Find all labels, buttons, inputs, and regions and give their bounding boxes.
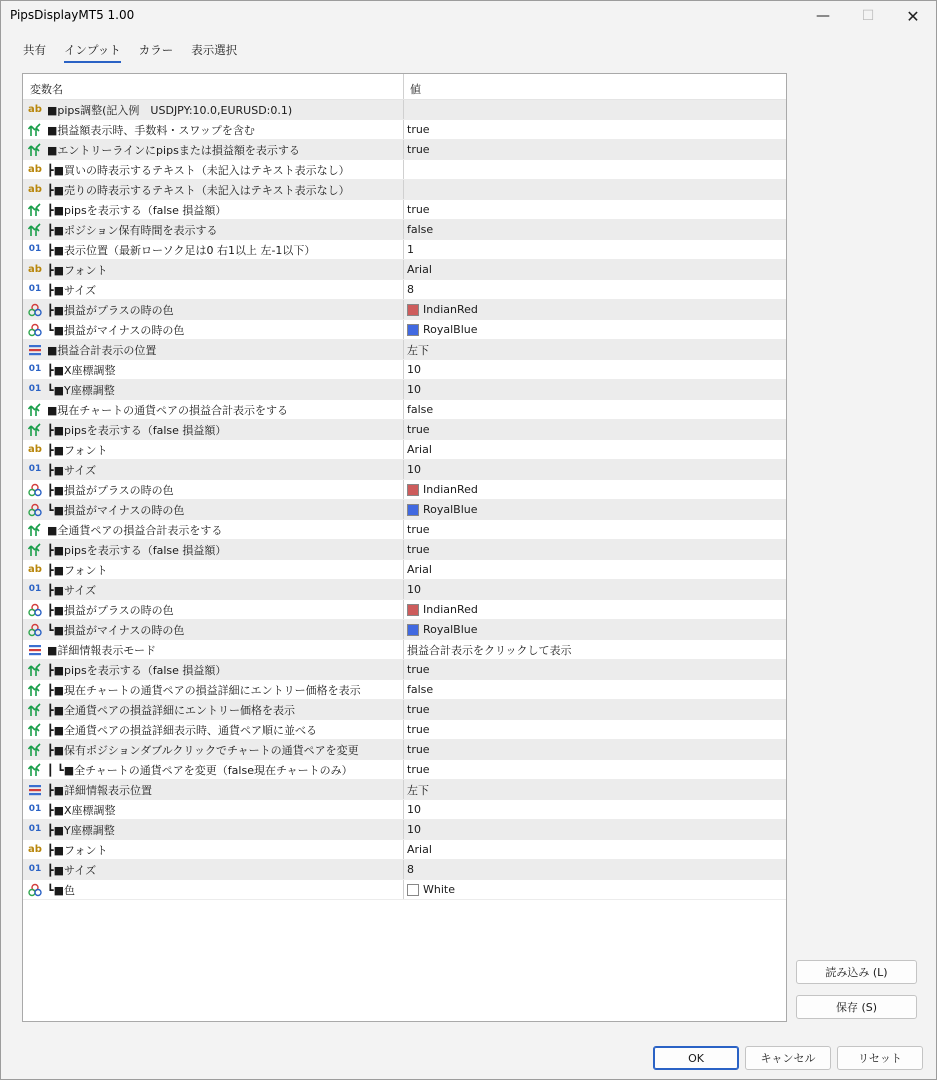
- value-cell[interactable]: [404, 780, 786, 799]
- string-type-icon: ab: [28, 843, 42, 855]
- color-type-icon: [27, 883, 43, 897]
- variable-name: ┣■サイズ: [47, 283, 97, 297]
- value-text: 8: [407, 863, 414, 876]
- variable-cell: [23, 220, 404, 239]
- variable-cell: [23, 320, 404, 339]
- value-cell[interactable]: [404, 600, 786, 619]
- variable-cell: [23, 300, 404, 319]
- value-text: 10: [407, 383, 421, 396]
- value-cell[interactable]: [404, 800, 786, 819]
- value-text: 1: [407, 243, 414, 256]
- variable-cell: [23, 860, 404, 879]
- inputs-grid: [22, 73, 787, 1022]
- number-type-icon: 01: [28, 284, 42, 294]
- table-row[interactable]: [23, 300, 786, 320]
- table-row[interactable]: [23, 160, 786, 180]
- value-cell[interactable]: [404, 540, 786, 559]
- value-cell[interactable]: [404, 860, 786, 879]
- variable-cell: [23, 240, 404, 259]
- variable-name: ┃ ┗■全チャートの通貨ペアを変更（false現在チャートのみ）: [47, 763, 353, 777]
- boolean-type-icon: [27, 123, 43, 137]
- variable-name: ■損益額表示時、手数料・スワップを含む: [47, 123, 255, 137]
- variable-cell: [23, 720, 404, 739]
- color-swatch: [407, 484, 419, 496]
- variable-cell: [23, 520, 404, 539]
- value-cell[interactable]: [404, 580, 786, 599]
- number-type-icon: 01: [28, 384, 42, 394]
- table-row[interactable]: [23, 220, 786, 240]
- table-row[interactable]: [23, 580, 786, 600]
- value-text: true: [407, 523, 430, 536]
- window-title: PipsDisplayMT5 1.00: [10, 8, 135, 22]
- table-row[interactable]: [23, 780, 786, 800]
- table-row[interactable]: [23, 540, 786, 560]
- value-cell[interactable]: [404, 700, 786, 719]
- table-row[interactable]: [23, 700, 786, 720]
- value-text: RoyalBlue: [423, 503, 478, 516]
- variable-cell: [23, 100, 404, 119]
- value-cell[interactable]: [404, 420, 786, 439]
- boolean-type-icon: [27, 423, 43, 437]
- variable-name: ┣■ポジション保有時間を表示する: [47, 223, 218, 237]
- variable-cell: [23, 740, 404, 759]
- table-row[interactable]: [23, 740, 786, 760]
- boolean-type-icon: [27, 223, 43, 237]
- number-type-icon: 01: [28, 464, 42, 474]
- enum-type-icon: [27, 783, 43, 797]
- variable-name: ■pips調整(記入例 USDJPY:10.0,EURUSD:0.1): [47, 103, 293, 117]
- variable-cell: [23, 380, 404, 399]
- table-row[interactable]: [23, 180, 786, 200]
- value-text: 左下: [407, 783, 429, 797]
- value-text: 損益合計表示をクリックして表示: [407, 643, 572, 657]
- value-text: White: [423, 883, 455, 896]
- variable-name: ┣■損益がプラスの時の色: [47, 303, 174, 317]
- value-cell[interactable]: [404, 520, 786, 539]
- number-type-icon: 01: [28, 584, 42, 594]
- close-button[interactable]: ✕: [906, 6, 920, 26]
- string-type-icon: ab: [28, 183, 42, 195]
- value-cell[interactable]: [404, 320, 786, 339]
- value-cell[interactable]: [404, 620, 786, 639]
- table-row[interactable]: [23, 460, 786, 480]
- variable-cell: [23, 420, 404, 439]
- value-text: 10: [407, 823, 421, 836]
- table-row[interactable]: [23, 840, 786, 860]
- variable-name: ┣■Y座標調整: [47, 823, 115, 837]
- value-cell[interactable]: [404, 720, 786, 739]
- variable-name: ■詳細情報表示モード: [47, 643, 156, 657]
- table-row[interactable]: [23, 440, 786, 460]
- table-row[interactable]: [23, 520, 786, 540]
- variable-cell: [23, 880, 404, 899]
- tab-2[interactable]: カラー: [138, 43, 174, 57]
- table-row[interactable]: [23, 240, 786, 260]
- variable-cell: [23, 680, 404, 699]
- variable-name: ┣■損益がプラスの時の色: [47, 603, 174, 617]
- color-swatch: [407, 624, 419, 636]
- string-type-icon: ab: [28, 103, 42, 115]
- string-type-icon: ab: [28, 443, 42, 455]
- value-cell[interactable]: [404, 440, 786, 459]
- boolean-type-icon: [27, 203, 43, 217]
- variable-name: ┣■全通貨ペアの損益詳細表示時、通貨ペア順に並べる: [47, 723, 318, 737]
- table-row[interactable]: [23, 400, 786, 420]
- value-cell[interactable]: [404, 200, 786, 219]
- variable-name: ┣■サイズ: [47, 583, 97, 597]
- value-text: true: [407, 123, 430, 136]
- minimize-button[interactable]: —: [816, 8, 830, 24]
- string-type-icon: ab: [28, 163, 42, 175]
- variable-name: ┣■フォント: [47, 843, 108, 857]
- variable-name: ┣■サイズ: [47, 463, 97, 477]
- value-text: 左下: [407, 343, 429, 357]
- enum-type-icon: [27, 343, 43, 357]
- value-cell[interactable]: [404, 480, 786, 499]
- number-type-icon: 01: [28, 824, 42, 834]
- table-row[interactable]: [23, 820, 786, 840]
- column-header-value[interactable]: 値: [410, 83, 421, 96]
- table-row[interactable]: [23, 760, 786, 780]
- value-cell[interactable]: [404, 220, 786, 239]
- number-type-icon: 01: [28, 244, 42, 254]
- table-row[interactable]: [23, 800, 786, 820]
- color-swatch: [407, 504, 419, 516]
- tab-0[interactable]: 共有: [23, 43, 46, 57]
- variable-cell: [23, 360, 404, 379]
- value-cell[interactable]: [404, 660, 786, 679]
- table-row[interactable]: [23, 140, 786, 160]
- value-cell[interactable]: [404, 760, 786, 779]
- value-text: true: [407, 723, 430, 736]
- value-text: true: [407, 203, 430, 216]
- reset-button[interactable]: リセット: [837, 1046, 923, 1070]
- variable-name: ┗■損益がマイナスの時の色: [47, 323, 185, 337]
- value-text: Arial: [407, 563, 432, 576]
- value-text: true: [407, 763, 430, 776]
- variable-name: ┣■pipsを表示する（false 損益額）: [47, 423, 227, 437]
- color-type-icon: [27, 603, 43, 617]
- variable-cell: [23, 140, 404, 159]
- variable-name: ┣■フォント: [47, 563, 108, 577]
- variable-cell: [23, 780, 404, 799]
- value-text: true: [407, 423, 430, 436]
- value-cell[interactable]: [404, 300, 786, 319]
- boolean-type-icon: [27, 523, 43, 537]
- variable-name: ┗■Y座標調整: [47, 383, 115, 397]
- number-type-icon: 01: [28, 864, 42, 874]
- value-cell[interactable]: [404, 460, 786, 479]
- variable-name: ┣■フォント: [47, 263, 108, 277]
- table-row[interactable]: [23, 120, 786, 140]
- value-text: RoyalBlue: [423, 623, 478, 636]
- ok-button[interactable]: OK: [653, 1046, 739, 1070]
- variable-cell: [23, 180, 404, 199]
- value-text: IndianRed: [423, 303, 478, 316]
- value-text: Arial: [407, 843, 432, 856]
- boolean-type-icon: [27, 403, 43, 417]
- value-cell[interactable]: [404, 880, 786, 899]
- table-row[interactable]: [23, 500, 786, 520]
- variable-name: ┣■買いの時表示するテキスト（未記入はテキスト表示なし）: [47, 163, 350, 177]
- variable-name: ┣■現在チャートの通貨ペアの損益詳細にエントリー価格を表示: [47, 683, 361, 697]
- number-type-icon: 01: [28, 804, 42, 814]
- value-cell[interactable]: [404, 280, 786, 299]
- boolean-type-icon: [27, 743, 43, 757]
- table-row[interactable]: [23, 360, 786, 380]
- value-text: RoyalBlue: [423, 323, 478, 336]
- color-type-icon: [27, 483, 43, 497]
- variable-name: ■エントリーラインにpipsまたは損益額を表示する: [47, 143, 300, 157]
- value-cell[interactable]: [404, 560, 786, 579]
- boolean-type-icon: [27, 543, 43, 557]
- tab-bar: [15, 39, 247, 63]
- variable-name: ┣■損益がプラスの時の色: [47, 483, 174, 497]
- value-cell[interactable]: [404, 180, 786, 199]
- table-row[interactable]: [23, 200, 786, 220]
- value-text: IndianRed: [423, 483, 478, 496]
- boolean-type-icon: [27, 723, 43, 737]
- cancel-button[interactable]: キャンセル: [745, 1046, 831, 1070]
- variable-name: ■現在チャートの通貨ペアの損益合計表示をする: [47, 403, 289, 417]
- value-cell[interactable]: [404, 360, 786, 379]
- color-type-icon: [27, 303, 43, 317]
- variable-name: ┣■pipsを表示する（false 損益額）: [47, 663, 227, 677]
- color-swatch: [407, 324, 419, 336]
- value-text: true: [407, 543, 430, 556]
- value-cell[interactable]: [404, 260, 786, 279]
- variable-cell: [23, 620, 404, 639]
- value-cell[interactable]: [404, 840, 786, 859]
- variable-name: ┣■フォント: [47, 443, 108, 457]
- maximize-button[interactable]: ☐: [861, 8, 875, 24]
- variable-cell: [23, 760, 404, 779]
- value-cell[interactable]: [404, 140, 786, 159]
- variable-cell: [23, 820, 404, 839]
- table-row[interactable]: [23, 620, 786, 640]
- variable-cell: [23, 660, 404, 679]
- value-cell[interactable]: [404, 500, 786, 519]
- variable-cell: [23, 340, 404, 359]
- value-text: 10: [407, 363, 421, 376]
- variable-cell: [23, 120, 404, 139]
- variable-name: ┗■損益がマイナスの時の色: [47, 503, 185, 517]
- variable-cell: [23, 580, 404, 599]
- value-cell[interactable]: [404, 680, 786, 699]
- color-type-icon: [27, 623, 43, 637]
- value-text: false: [407, 683, 434, 696]
- number-type-icon: 01: [28, 364, 42, 374]
- value-cell[interactable]: [404, 240, 786, 259]
- value-text: Arial: [407, 263, 432, 276]
- table-row[interactable]: [23, 860, 786, 880]
- color-swatch: [407, 304, 419, 316]
- value-cell[interactable]: [404, 100, 786, 119]
- variable-name: ┣■X座標調整: [47, 803, 116, 817]
- boolean-type-icon: [27, 683, 43, 697]
- column-header-variable[interactable]: 変数名: [23, 74, 404, 99]
- color-type-icon: [27, 503, 43, 517]
- variable-name: ┣■サイズ: [47, 863, 97, 877]
- value-text: true: [407, 143, 430, 156]
- table-row[interactable]: [23, 660, 786, 680]
- table-row[interactable]: [23, 680, 786, 700]
- color-swatch: [407, 604, 419, 616]
- table-row[interactable]: [23, 380, 786, 400]
- table-row[interactable]: [23, 100, 786, 120]
- title-bar: [1, 1, 936, 31]
- grid-header: [23, 74, 786, 100]
- table-row[interactable]: [23, 280, 786, 300]
- variable-cell: [23, 600, 404, 619]
- boolean-type-icon: [27, 663, 43, 677]
- value-text: IndianRed: [423, 603, 478, 616]
- string-type-icon: ab: [28, 563, 42, 575]
- variable-cell: [23, 440, 404, 459]
- variable-name: ┣■X座標調整: [47, 363, 116, 377]
- value-cell[interactable]: [404, 640, 786, 659]
- enum-type-icon: [27, 643, 43, 657]
- variable-cell: [23, 460, 404, 479]
- string-type-icon: ab: [28, 263, 42, 275]
- variable-cell: [23, 260, 404, 279]
- variable-cell: [23, 400, 404, 419]
- color-type-icon: [27, 323, 43, 337]
- variable-cell: [23, 500, 404, 519]
- value-cell[interactable]: [404, 820, 786, 839]
- value-text: Arial: [407, 443, 432, 456]
- save-button[interactable]: 保存 (S): [796, 995, 917, 1019]
- value-text: true: [407, 663, 430, 676]
- table-row[interactable]: [23, 560, 786, 580]
- value-text: false: [407, 223, 434, 236]
- table-row[interactable]: [23, 260, 786, 280]
- variable-cell: [23, 560, 404, 579]
- value-cell[interactable]: [404, 380, 786, 399]
- value-text: 10: [407, 583, 421, 596]
- variable-name: ■全通貨ペアの損益合計表示をする: [47, 523, 223, 537]
- grid-rows: [23, 100, 786, 900]
- value-cell[interactable]: [404, 160, 786, 179]
- value-cell[interactable]: [404, 400, 786, 419]
- variable-name: ┗■損益がマイナスの時の色: [47, 623, 185, 637]
- variable-name: ┗■色: [47, 883, 76, 897]
- value-text: 10: [407, 463, 421, 476]
- table-row[interactable]: [23, 320, 786, 340]
- value-text: false: [407, 403, 434, 416]
- color-swatch: [407, 884, 419, 896]
- table-row[interactable]: [23, 420, 786, 440]
- boolean-type-icon: [27, 763, 43, 777]
- value-cell[interactable]: [404, 120, 786, 139]
- value-cell[interactable]: [404, 740, 786, 759]
- tab-3[interactable]: 表示選択: [191, 43, 238, 57]
- variable-cell: [23, 800, 404, 819]
- variable-cell: [23, 540, 404, 559]
- load-button[interactable]: 読み込み (L): [796, 960, 917, 984]
- tab-1[interactable]: インプット: [56, 39, 129, 63]
- variable-cell: [23, 480, 404, 499]
- table-row[interactable]: [23, 480, 786, 500]
- variable-cell: [23, 700, 404, 719]
- variable-name: ┣■表示位置（最新ローソク足は0 右1以上 左-1以下）: [47, 243, 316, 257]
- variable-cell: [23, 280, 404, 299]
- table-row[interactable]: [23, 640, 786, 660]
- value-cell[interactable]: [404, 340, 786, 359]
- table-row[interactable]: [23, 340, 786, 360]
- value-text: true: [407, 743, 430, 756]
- variable-name: ┣■pipsを表示する（false 損益額）: [47, 203, 227, 217]
- variable-name: ■損益合計表示の位置: [47, 343, 157, 357]
- variable-name: ┣■保有ポジションダブルクリックでチャートの通貨ペアを変更: [47, 743, 359, 757]
- variable-cell: [23, 200, 404, 219]
- table-row[interactable]: [23, 720, 786, 740]
- variable-cell: [23, 640, 404, 659]
- value-text: true: [407, 703, 430, 716]
- variable-name: ┣■全通貨ペアの損益詳細にエントリー価格を表示: [47, 703, 296, 717]
- variable-cell: [23, 840, 404, 859]
- value-text: 10: [407, 803, 421, 816]
- variable-name: ┣■詳細情報表示位置: [47, 783, 153, 797]
- boolean-type-icon: [27, 143, 43, 157]
- variable-name: ┣■売りの時表示するテキスト（未記入はテキスト表示なし）: [47, 183, 350, 197]
- boolean-type-icon: [27, 703, 43, 717]
- table-row[interactable]: [23, 600, 786, 620]
- table-row[interactable]: [23, 880, 786, 900]
- value-text: 8: [407, 283, 414, 296]
- variable-cell: [23, 160, 404, 179]
- variable-name: ┣■pipsを表示する（false 損益額）: [47, 543, 227, 557]
